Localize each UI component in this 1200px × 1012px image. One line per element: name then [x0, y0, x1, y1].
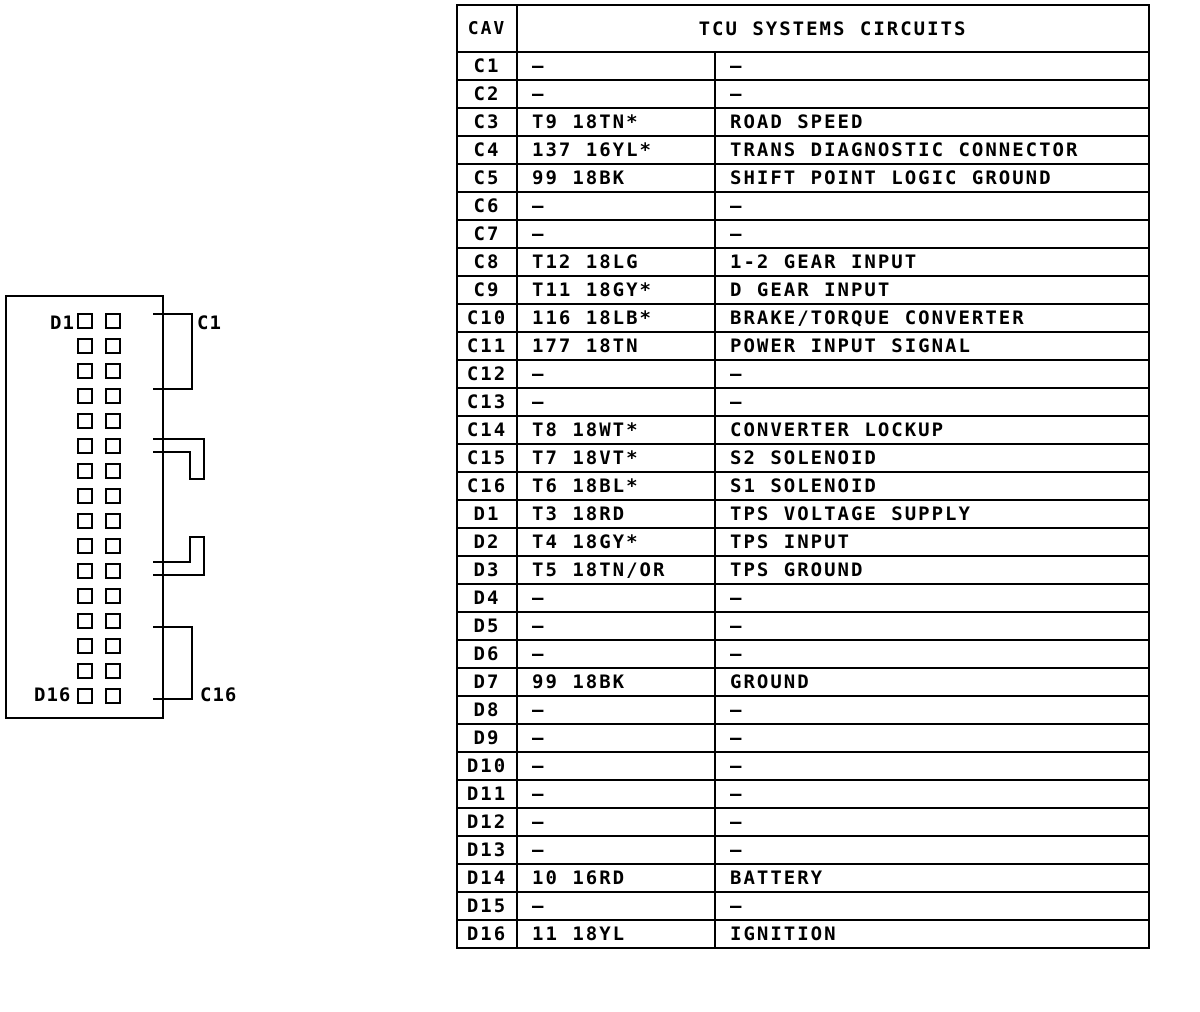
function-cell: BATTERY: [715, 864, 1149, 892]
wire-cell: —: [517, 724, 715, 752]
pin-d-cavity: [78, 489, 92, 503]
pin-d-cavity: [78, 639, 92, 653]
pin-c-cavity: [106, 589, 120, 603]
wire-cell: —: [517, 612, 715, 640]
function-cell: SHIFT POINT LOGIC GROUND: [715, 164, 1149, 192]
function-cell: CONVERTER LOCKUP: [715, 416, 1149, 444]
wire-cell: 11 18YL: [517, 920, 715, 948]
pin-d-cavity: [78, 589, 92, 603]
wire-cell: 116 18LB*: [517, 304, 715, 332]
function-cell: —: [715, 752, 1149, 780]
cavity-cell: C16: [457, 472, 517, 500]
pin-d-cavity: [78, 364, 92, 378]
table-row: [457, 388, 1149, 416]
function-cell: —: [715, 640, 1149, 668]
cavity-cell: D4: [457, 584, 517, 612]
cavity-cell: C1: [457, 52, 517, 80]
connector-bottom-window: [153, 627, 192, 699]
table-row: [457, 864, 1149, 892]
wire-cell: 99 18BK: [517, 164, 715, 192]
table-row: [457, 584, 1149, 612]
wire-cell: T7 18VT*: [517, 444, 715, 472]
pin-c-cavity: [106, 364, 120, 378]
wire-cell: —: [517, 640, 715, 668]
cavity-cell: C2: [457, 80, 517, 108]
pin-d-cavity: [78, 414, 92, 428]
table-row: [457, 360, 1149, 388]
wire-cell: T8 18WT*: [517, 416, 715, 444]
cavity-cell: C11: [457, 332, 517, 360]
pin-d-cavity: [78, 564, 92, 578]
table-row: [457, 920, 1149, 948]
wire-cell: —: [517, 192, 715, 220]
table-row: [457, 836, 1149, 864]
cavity-cell: C3: [457, 108, 517, 136]
function-cell: —: [715, 192, 1149, 220]
header-title: TCU SYSTEMS CIRCUITS: [517, 5, 1149, 52]
pin-c-cavity: [106, 639, 120, 653]
cavity-cell: C5: [457, 164, 517, 192]
cavity-cell: D1: [457, 500, 517, 528]
wire-cell: —: [517, 584, 715, 612]
cavity-cell: C7: [457, 220, 517, 248]
function-cell: —: [715, 388, 1149, 416]
table-row: [457, 892, 1149, 920]
cavity-cell: D14: [457, 864, 517, 892]
wire-cell: 10 16RD: [517, 864, 715, 892]
pin-c-cavity: [106, 614, 120, 628]
cavity-cell: D5: [457, 612, 517, 640]
cavity-cell: D2: [457, 528, 517, 556]
table-row: [457, 472, 1149, 500]
table-row: [457, 808, 1149, 836]
pin-grid: [78, 314, 120, 703]
table-row: [457, 276, 1149, 304]
table-row: [457, 52, 1149, 80]
table-row: [457, 612, 1149, 640]
pin-d-cavity: [78, 689, 92, 703]
connector-top-window: [153, 314, 192, 389]
cavity-cell: D7: [457, 668, 517, 696]
connector-latch-upper: [153, 439, 204, 479]
pin-d-cavity: [78, 614, 92, 628]
table-row: [457, 752, 1149, 780]
cavity-cell: D10: [457, 752, 517, 780]
wire-cell: —: [517, 752, 715, 780]
wire-cell: —: [517, 780, 715, 808]
header-cav: CAV: [457, 5, 517, 52]
function-cell: TPS GROUND: [715, 556, 1149, 584]
wire-cell: 177 18TN: [517, 332, 715, 360]
function-cell: D GEAR INPUT: [715, 276, 1149, 304]
wire-cell: —: [517, 388, 715, 416]
pinout-table: [456, 4, 1150, 949]
table-body: [457, 52, 1149, 948]
table-row: [457, 332, 1149, 360]
cavity-cell: D9: [457, 724, 517, 752]
function-cell: TRANS DIAGNOSTIC CONNECTOR: [715, 136, 1149, 164]
pin-c-cavity: [106, 514, 120, 528]
cavity-cell: C15: [457, 444, 517, 472]
wire-cell: T5 18TN/OR: [517, 556, 715, 584]
cavity-cell: D13: [457, 836, 517, 864]
table-row: [457, 444, 1149, 472]
table-row: [457, 696, 1149, 724]
pin-d-cavity: [78, 314, 92, 328]
cavity-cell: D11: [457, 780, 517, 808]
wire-cell: T6 18BL*: [517, 472, 715, 500]
cavity-cell: C8: [457, 248, 517, 276]
pin-c-cavity: [106, 564, 120, 578]
cavity-cell: C10: [457, 304, 517, 332]
function-cell: —: [715, 584, 1149, 612]
function-cell: —: [715, 80, 1149, 108]
function-cell: —: [715, 220, 1149, 248]
function-cell: —: [715, 724, 1149, 752]
pin-c-cavity: [106, 489, 120, 503]
pin-d-cavity: [78, 464, 92, 478]
cavity-cell: D16: [457, 920, 517, 948]
function-cell: TPS INPUT: [715, 528, 1149, 556]
function-cell: —: [715, 696, 1149, 724]
wire-cell: —: [517, 892, 715, 920]
table-row: [457, 108, 1149, 136]
table-row: [457, 192, 1149, 220]
label-c16: C16: [200, 684, 238, 706]
connector-body-outline: [6, 296, 163, 718]
connector-latch-lower: [153, 537, 204, 575]
wire-cell: —: [517, 836, 715, 864]
wire-cell: T3 18RD: [517, 500, 715, 528]
cavity-cell: C6: [457, 192, 517, 220]
table-row: [457, 136, 1149, 164]
function-cell: POWER INPUT SIGNAL: [715, 332, 1149, 360]
wire-cell: T11 18GY*: [517, 276, 715, 304]
function-cell: BRAKE/TORQUE CONVERTER: [715, 304, 1149, 332]
function-cell: GROUND: [715, 668, 1149, 696]
function-cell: 1-2 GEAR INPUT: [715, 248, 1149, 276]
function-cell: S2 SOLENOID: [715, 444, 1149, 472]
wire-cell: 99 18BK: [517, 668, 715, 696]
wire-cell: —: [517, 80, 715, 108]
label-c1: C1: [197, 312, 222, 334]
function-cell: IGNITION: [715, 920, 1149, 948]
table-row: [457, 556, 1149, 584]
wire-cell: T12 18LG: [517, 248, 715, 276]
pin-d-cavity: [78, 439, 92, 453]
cavity-cell: D15: [457, 892, 517, 920]
pin-d-cavity: [78, 339, 92, 353]
wire-cell: —: [517, 696, 715, 724]
table-row: [457, 724, 1149, 752]
label-d1: D1: [50, 312, 75, 334]
wire-cell: —: [517, 808, 715, 836]
table-row: [457, 780, 1149, 808]
table-row: [457, 668, 1149, 696]
wire-cell: 137 16YL*: [517, 136, 715, 164]
pin-c-cavity: [106, 389, 120, 403]
table-row: [457, 80, 1149, 108]
cavity-cell: C13: [457, 388, 517, 416]
wire-cell: —: [517, 52, 715, 80]
cavity-cell: D3: [457, 556, 517, 584]
table-row: [457, 640, 1149, 668]
pin-d-cavity: [78, 664, 92, 678]
pin-c-cavity: [106, 314, 120, 328]
table-row: [457, 304, 1149, 332]
table-row: [457, 416, 1149, 444]
pin-d-cavity: [78, 514, 92, 528]
function-cell: —: [715, 360, 1149, 388]
cavity-cell: C14: [457, 416, 517, 444]
pin-c-cavity: [106, 339, 120, 353]
cavity-cell: D6: [457, 640, 517, 668]
wire-cell: T9 18TN*: [517, 108, 715, 136]
wire-cell: T4 18GY*: [517, 528, 715, 556]
function-cell: —: [715, 892, 1149, 920]
cavity-cell: C4: [457, 136, 517, 164]
pin-c-cavity: [106, 414, 120, 428]
pin-d-cavity: [78, 539, 92, 553]
table-row: [457, 528, 1149, 556]
table-row: [457, 248, 1149, 276]
cavity-cell: D12: [457, 808, 517, 836]
function-cell: —: [715, 836, 1149, 864]
function-cell: S1 SOLENOID: [715, 472, 1149, 500]
pin-c-cavity: [106, 539, 120, 553]
table-row: [457, 164, 1149, 192]
function-cell: TPS VOLTAGE SUPPLY: [715, 500, 1149, 528]
wire-cell: —: [517, 220, 715, 248]
pin-c-cavity: [106, 439, 120, 453]
function-cell: —: [715, 780, 1149, 808]
function-cell: —: [715, 612, 1149, 640]
pin-c-cavity: [106, 664, 120, 678]
cavity-cell: D8: [457, 696, 517, 724]
pin-d-cavity: [78, 389, 92, 403]
cavity-cell: C9: [457, 276, 517, 304]
function-cell: ROAD SPEED: [715, 108, 1149, 136]
pin-c-cavity: [106, 464, 120, 478]
function-cell: —: [715, 808, 1149, 836]
cavity-cell: C12: [457, 360, 517, 388]
table-header-row: [457, 5, 1149, 52]
wire-cell: —: [517, 360, 715, 388]
table-row: [457, 220, 1149, 248]
connector-diagram: [0, 0, 450, 1012]
table-row: [457, 500, 1149, 528]
function-cell: —: [715, 52, 1149, 80]
pin-c-cavity: [106, 689, 120, 703]
label-d16: D16: [34, 684, 72, 706]
